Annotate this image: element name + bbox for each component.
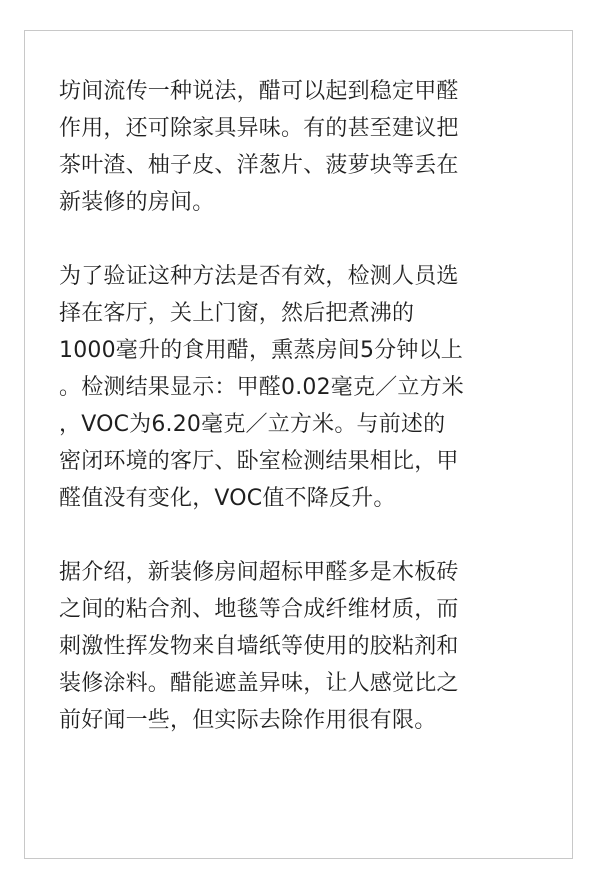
- text-line: 密闭环境的客厅、卧室检测结果相比，甲: [59, 449, 459, 474]
- text-line: 装修涂料。醋能遮盖异味，让人感觉比之: [59, 671, 459, 696]
- text-line: 坊间流传一种说法，醋可以起到稳定甲醛: [59, 79, 459, 104]
- text-line: 择在客厅，关上门窗，然后把煮沸的: [59, 301, 415, 326]
- text-line: ，VOC为6.20毫克／立方米。与前述的: [59, 412, 446, 437]
- text-line: 1000毫升的食用醋，熏蒸房间5分钟以上: [59, 338, 463, 363]
- paragraph-2: [59, 258, 545, 517]
- text-line: 前好闻一些，但实际去除作用很有限。: [59, 708, 437, 733]
- article-body: [59, 73, 545, 739]
- paragraph-3: [59, 554, 545, 739]
- text-line: 为了验证这种方法是否有效，检测人员选: [59, 264, 459, 289]
- paragraph-1: [59, 73, 545, 221]
- text-line: 茶叶渣、柚子皮、洋葱片、菠萝块等丢在: [59, 153, 459, 178]
- text-line: 据介绍，新装修房间超标甲醛多是木板砖: [59, 560, 459, 585]
- text-line: 新装修的房间。: [59, 190, 215, 215]
- text-line: 醛值没有变化，VOC值不降反升。: [59, 486, 396, 511]
- text-line: 。检测结果显示：甲醛0.02毫克／立方米: [59, 375, 464, 400]
- text-line: 之间的粘合剂、地毯等合成纤维材质，而: [59, 597, 459, 622]
- text-line: 作用，还可除家具异味。有的甚至建议把: [59, 116, 459, 141]
- text-line: 刺激性挥发物来自墙纸等使用的胶粘剂和: [59, 634, 459, 659]
- article-frame: [24, 30, 573, 859]
